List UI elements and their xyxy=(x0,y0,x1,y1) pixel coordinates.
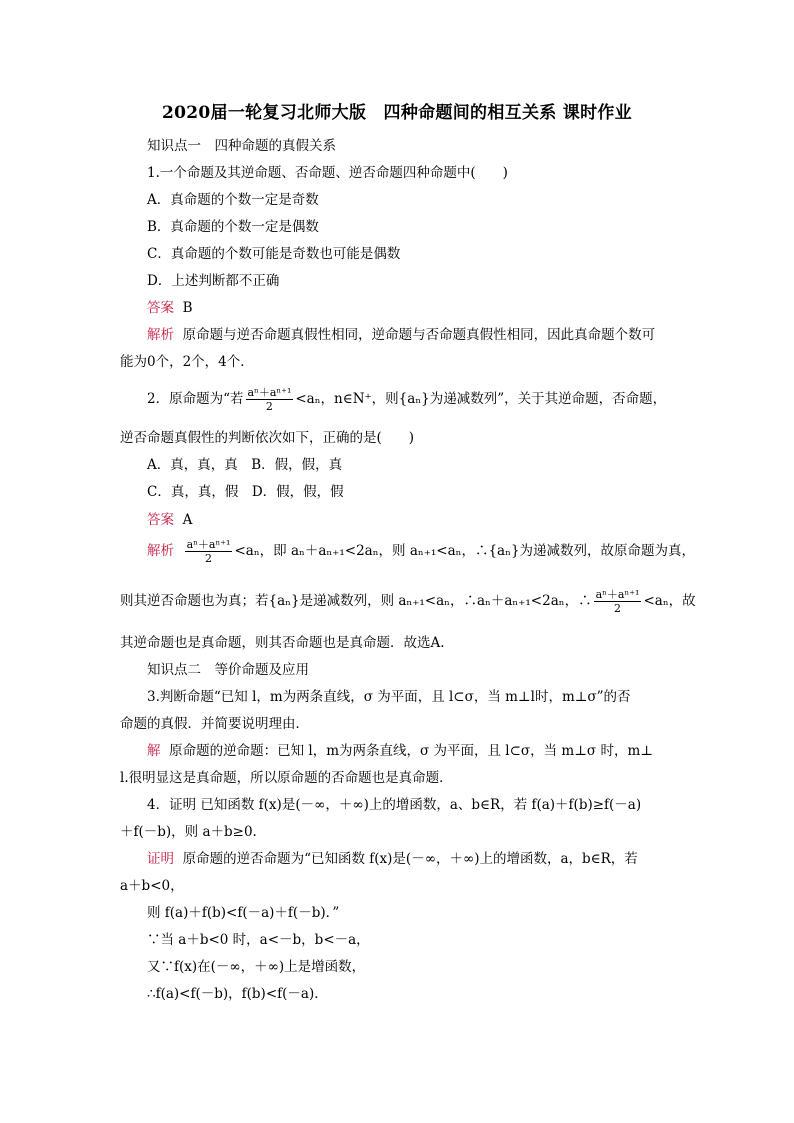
q1-analysis-line-1 xyxy=(147,323,655,343)
q4-stem-line-2: ＋f(－b)，则 a＋b≥0. xyxy=(120,824,257,840)
q4-stem-line-1: 4．证明 已知函数 f(x)是(－∞，＋∞)上的增函数，a、b∈R，若 f(a)＋f(b)≥f(－a) xyxy=(147,797,642,813)
analysis-text: 则其逆否命题也为真；若{aₙ}是递减数列，则 aₙ₊₁<aₙ，∴aₙ＋aₙ₊₁<2aₙ，∴ xyxy=(120,593,592,609)
fraction-denominator: 2 xyxy=(265,400,273,413)
q1-option-b: B．真命题的个数一定是偶数 xyxy=(147,219,319,235)
fraction-numerator: aⁿ＋aⁿ⁺¹ xyxy=(247,386,292,399)
q1-option-c: C．真命题的个数可能是奇数也可能是偶数 xyxy=(147,246,401,262)
q4-proof-line-4: ∵当 a＋b<0 时，a<－b，b<－a， xyxy=(147,932,370,948)
answer-value: A xyxy=(182,512,193,528)
q3-solution-line-1 xyxy=(147,739,653,759)
analysis-label: 解析 xyxy=(147,543,174,559)
q2-analysis-line-1 xyxy=(147,538,695,565)
q1-option-a: A．真命题的个数一定是奇数 xyxy=(147,192,319,208)
q2-options-ab: A．真，真，真 B．假，假，真 xyxy=(147,457,343,473)
q2-analysis-line-2 xyxy=(120,588,696,615)
proof-label: 证明 xyxy=(147,851,174,867)
fraction xyxy=(594,588,642,615)
solution-text: 原命题的逆命题：已知 l，m为两条直线，σ 为平面，且 l⊂σ，当 m⊥σ 时，m⊥ xyxy=(169,743,653,759)
fraction-numerator: aⁿ＋aⁿ⁺¹ xyxy=(186,538,231,551)
q2-stem-line-1 xyxy=(147,386,666,413)
answer-label: 答案 xyxy=(147,512,174,528)
q4-proof-line-3: 则 f(a)＋f(b)<f(－a)＋f(－b)．” xyxy=(147,905,340,921)
analysis-text: <aₙ，故 xyxy=(643,593,696,609)
document-title: 2020届一轮复习北师大版 四种命题间的相互关系 课时作业 xyxy=(162,103,632,123)
fraction-denominator: 2 xyxy=(614,602,622,615)
solution-label: 解 xyxy=(147,743,161,759)
proof-text: 原命题的逆否命题为“已知函数 f(x)是(－∞，＋∞)上的增函数，a，b∈R，若 xyxy=(182,851,638,867)
q2-stem-post: <aₙ，n∈N⁺，则{aₙ}为递减数列”，关于其逆命题，否命题， xyxy=(295,391,667,407)
q2-stem-line-2: 逆否命题真假性的判断依次如下，正确的是( ) xyxy=(120,430,415,446)
analysis-label: 解析 xyxy=(147,327,174,343)
analysis-text: <aₙ，即 aₙ＋aₙ₊₁<2aₙ，则 aₙ₊₁<aₙ，∴{aₙ}为递减数列，故原命题为真， xyxy=(234,543,696,559)
fraction xyxy=(246,386,294,413)
q2-stem-pre: 2．原命题为“若 xyxy=(147,391,244,407)
section-heading-1: 知识点一 四种命题的真假关系 xyxy=(147,138,336,154)
q4-proof-line-2: a＋b<0， xyxy=(120,878,184,894)
answer-label: 答案 xyxy=(147,300,174,316)
section-heading-2: 知识点二 等价命题及应用 xyxy=(147,662,309,678)
q1-stem: 1.一个命题及其逆命题、否命题、逆否命题四种命题中( ) xyxy=(147,165,508,181)
q1-answer xyxy=(147,296,193,316)
q2-answer xyxy=(147,508,192,528)
q4-proof-line-1 xyxy=(147,847,638,867)
answer-value: B xyxy=(182,300,193,316)
q3-solution-line-2: l.很明显这是真命题，所以原命题的否命题也是真命题． xyxy=(120,770,453,786)
q1-analysis-line-2: 能为0个，2个，4个． xyxy=(120,354,254,370)
q3-stem-line-1: 3.判断命题“已知 l，m为两条直线，σ 为平面，且 l⊂σ，当 m⊥l时，m⊥σ”的否 xyxy=(147,689,631,705)
fraction xyxy=(185,538,233,565)
q4-proof-line-6: ∴f(a)<f(－b)，f(b)<f(－a)． xyxy=(147,986,328,1002)
q1-option-d: D．上述判断都不正确 xyxy=(147,273,280,289)
fraction-denominator: 2 xyxy=(205,552,213,565)
fraction-numerator: aⁿ＋aⁿ⁺¹ xyxy=(595,588,640,601)
q2-analysis-line-3: 其逆命题也是真命题，则其否命题也是真命题．故选A. xyxy=(120,635,445,651)
analysis-text: 原命题与逆否命题真假性相同，逆命题与否命题真假性相同，因此真命题个数可 xyxy=(182,327,656,343)
q2-options-cd: C．真，真，假 D．假，假，假 xyxy=(147,484,344,500)
q4-proof-line-5: 又∵f(x)在(－∞，＋∞)上是增函数， xyxy=(147,959,366,975)
q3-stem-line-2: 命题的真假．并简要说明理由． xyxy=(120,716,309,732)
